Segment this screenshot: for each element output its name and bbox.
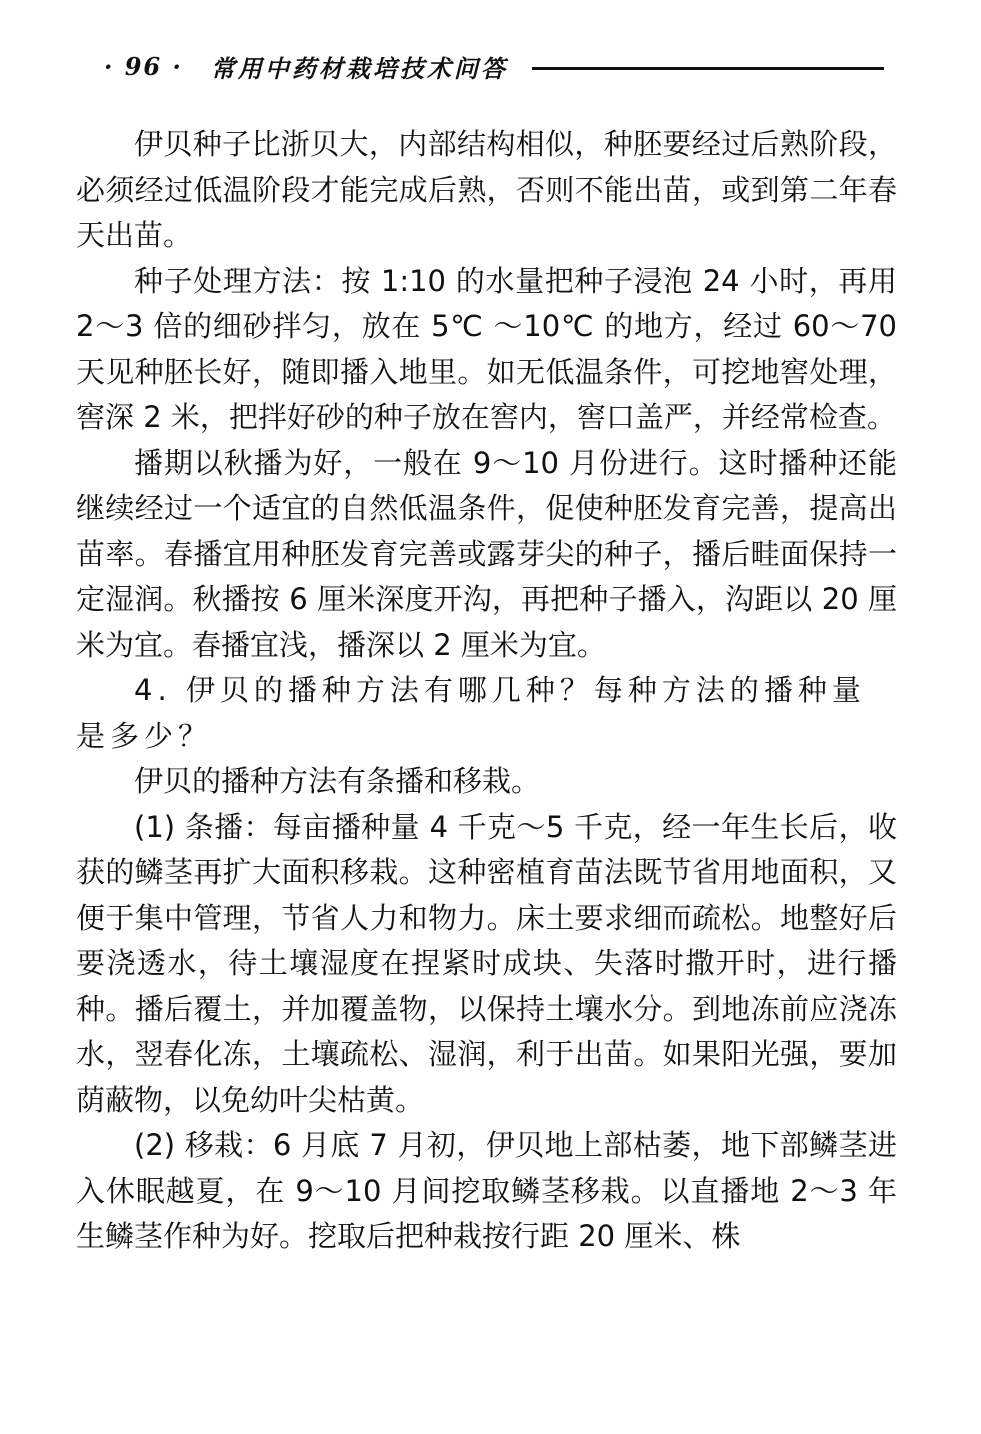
paragraph-sowing-methods: 伊贝的播种方法有条播和移栽。	[134, 764, 541, 798]
paragraph-drill-sowing: (1) 条播：每亩播种量 4 千克～5 千克，经一年生长后，收获的鳞茎再扩大面积移栽。这种密植育苗法既节省用地面积，又便于集中管理，节省人力和物力。床土要求细而疏松。地整好后要浇透水，待土壤湿度在捏紧时成块、失落时撒开时，进行播种。播后覆土，并加覆盖物，以保持土壤水分。到地冻前应浇冻水，翌春化冻，土壤疏松、湿润，利于出苗。如果阳光强，要加荫蔽物，以免幼叶尖枯黄。	[76, 809, 897, 1117]
paragraph-transplanting: (2) 移栽：6 月底 7 月初，伊贝地上部枯萎，地下部鳞茎进入休眠越夏，在 9～10 月间挖取鳞茎移栽。以直播地 2～3 年生鳞茎作种为好。挖取后把种栽按行距 20 厘米、株	[76, 1128, 897, 1253]
book-title: 常用中药材栽培技术问答	[210, 53, 508, 83]
paragraph-seed-structure: 伊贝种子比浙贝大，内部结构相似，种胚要经过后熟阶段，必须经过低温阶段才能完成后熟，否则不能出苗，或到第二年春天出苗。	[76, 127, 897, 252]
paragraph-sowing-period: 播期以秋播为好，一般在 9～10 月份进行。这时播种还能继续经过一个适宜的自然低温条件，促使种胚发育完善，提高出苗率。春播宜用种胚发育完善或露芽尖的种子，播后畦面保持一定湿润。秋播按 6 厘米深度开沟，再把种子播入，沟距以 20 厘米为宜。春播宜浅，播深以 2 厘米为宜。	[76, 445, 897, 662]
paragraph-seed-treatment: 种子处理方法：按 1:10 的水量把种子浸泡 24 小时，再用2～3 倍的细砂拌匀，放在 5℃ ～10℃ 的地方，经过 60～70 天见种胚长好，随即播入地里。如无低温条件，可挖地窖处理，窖深 2 米，把拌好砂的种子放在窖内，窖口盖严，并经常检查。	[76, 263, 897, 434]
header-rule	[532, 67, 884, 70]
page-body	[76, 122, 897, 1260]
running-header	[104, 48, 884, 84]
page-number: · 96 ·	[104, 51, 183, 81]
question-heading: 4. 伊贝的播种方法有哪几种？每种方法的播种量是多少？	[76, 673, 866, 753]
